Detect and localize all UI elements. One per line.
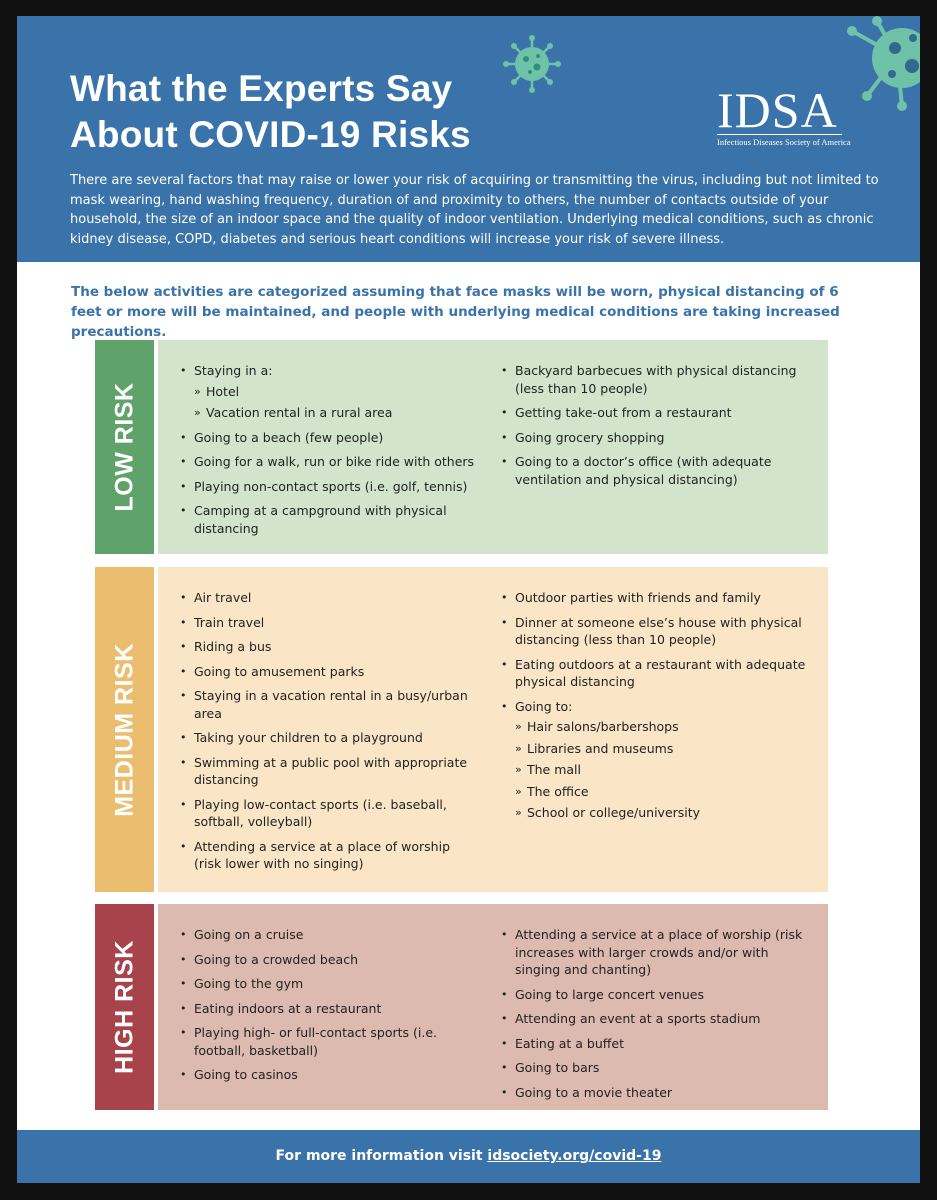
activity-item [178,663,478,681]
activity-text: Playing high- or full-contact sports (i.e. football, basketball) [194,1025,438,1058]
title-line-2: About COVID-19 Risks [70,114,471,155]
page-title [70,66,471,158]
activity-item [178,429,478,447]
activity-item [178,838,478,873]
lead-statement: The below activities are categorized assuming that face masks will be worn, physical distancing of 6 feet or more will be maintained, and people with underlying medical conditions are taking increased precautions. [71,284,840,340]
activity-text: Dinner at someone else’s house with physical distancing (less than 10 people) [515,614,802,647]
activity-item [178,502,478,537]
logo-subtitle: Infectious Diseases Society of America [717,137,851,147]
activity-text: Outdoor parties with friends and family [515,590,761,605]
activity-item [499,1084,809,1102]
activity-item [178,614,478,632]
activity-text: Train travel [194,614,265,630]
activity-item [499,1010,809,1028]
activity-item [178,975,478,993]
activity-text: Going to amusement parks [194,663,365,679]
low-risk-tab [95,340,154,554]
activity-sublist [515,718,809,822]
medium-risk-col-2 [499,589,809,829]
high-risk-tab [95,904,154,1110]
activity-text: Playing low-contact sports (i.e. baseball, softball, volleyball) [194,796,447,829]
medium-risk-label: MEDIUM RISK [110,642,138,817]
activity-item [178,1066,478,1084]
activity-item [178,1024,478,1059]
activity-sublist [194,383,478,422]
medium-risk-section [95,567,828,892]
activity-subitem: » Hair salons/barbershops [515,718,809,736]
intro-paragraph: There are several factors that may raise or lower your risk of acquiring or transmitting the virus, including but not limited to mask wearing, hand washing frequency, duration of and proximity to others, the number of contacts outside of your household, the size of an indoor space and the quality of indoor ventilation. Underlying medical conditions, such as chronic kidney disease, COPD, diabetes and serious heart conditions will increase your risk of severe illness. [70,173,879,247]
activity-text: Eating indoors at a restaurant [194,1000,382,1016]
activity-item [499,1035,809,1053]
activity-text: Eating outdoors at a restaurant with adequate physical distancing [515,656,806,689]
activity-item [499,362,809,397]
activity-item [178,362,478,422]
activity-text: Air travel [194,590,252,605]
activity-text: Swimming at a public pool with appropriate distancing [194,754,468,787]
high-risk-label: HIGH RISK [110,940,138,1074]
low-risk-section [95,340,828,554]
activity-item [499,614,809,649]
activity-list [499,926,809,1101]
activity-item [178,638,478,656]
activity-text: Attending a service at a place of worship (risk lower with no singing) [194,838,451,871]
activity-item [178,951,478,969]
footer-text: For more information visit [275,1148,488,1164]
activity-item [499,986,809,1004]
activity-list [178,589,478,873]
activity-item [499,453,809,488]
activity-item [499,429,809,447]
activity-text: Going to a movie theater [515,1084,673,1100]
footer-banner [17,1130,920,1183]
activity-subitem: » The office [515,783,809,801]
activity-text: Going to the gym [194,976,304,991]
activity-text: Staying in a: [194,363,273,378]
flyer-page [17,16,920,1183]
activity-item [178,687,478,722]
activity-subitem: » The mall [515,761,809,779]
activity-list [499,362,809,488]
activity-text: Going grocery shopping [515,429,665,445]
activity-text: Going to bars [515,1060,600,1075]
activity-item [499,589,809,607]
idsa-logo [717,82,877,147]
activity-text: Going to a crowded beach [194,951,359,967]
activity-list [499,589,809,822]
activity-text: Going for a walk, run or bike ride with others [194,454,475,469]
activity-item [499,698,809,822]
footer-link[interactable]: idsociety.org/covid-19 [487,1148,662,1164]
low-risk-panel [158,340,828,554]
activity-text: Getting take-out from a restaurant [515,405,732,420]
virus-icon [502,34,562,94]
activity-item [499,926,809,979]
activity-text: Camping at a campground with physical distancing [194,503,447,536]
activity-text: Going to large concert venues [515,986,704,1002]
activity-text: Going to a doctor’s office (with adequate ventilation and physical distancing) [515,454,772,487]
activity-text: Going on a cruise [194,927,304,942]
activity-list [178,926,478,1084]
activity-item [499,1059,809,1077]
high-risk-panel [158,904,828,1110]
activity-subitem: » Libraries and museums [515,740,809,758]
low-risk-col-1 [178,362,478,544]
medium-risk-tab [95,567,154,892]
high-risk-col-1 [178,926,478,1091]
activity-text: Attending an event at a sports stadium [515,1011,761,1026]
activity-list [178,362,478,537]
activity-text: Going to casinos [194,1067,298,1082]
activity-item [499,656,809,691]
activity-item [499,404,809,422]
activity-item [178,478,478,496]
low-risk-col-2 [499,362,809,495]
activity-item [178,589,478,607]
activity-text: Attending a service at a place of worship (risk increases with larger crowds and/or with singing and chanting) [515,927,803,977]
activity-subitem: » School or college/university [515,804,809,822]
activity-subitem: » Hotel [194,383,478,401]
activity-text: Riding a bus [194,639,272,654]
high-risk-section [95,904,828,1110]
activity-item [178,1000,478,1018]
activity-text: Going to a beach (few people) [194,429,384,445]
high-risk-col-2 [499,926,809,1108]
header-banner [17,16,920,262]
activity-item [178,453,478,471]
activity-text: Playing non-contact sports (i.e. golf, tennis) [194,478,468,494]
activity-text: Taking your children to a playground [194,730,423,745]
logo-wordmark: IDSA [717,86,842,135]
activity-subitem: » Vacation rental in a rural area [194,404,478,422]
activity-item [178,754,478,789]
activity-text: Eating at a buffet [515,1035,624,1051]
medium-risk-panel [158,567,828,892]
medium-risk-col-1 [178,589,478,880]
activity-text: Staying in a vacation rental in a busy/urban area [194,688,468,721]
activity-item [178,796,478,831]
activity-text: Backyard barbecues with physical distancing (less than 10 people) [515,363,797,396]
activity-item [178,729,478,747]
low-risk-label: LOW RISK [110,382,138,512]
activity-item [178,926,478,944]
activity-text: Going to: [515,698,573,714]
title-line-1: What the Experts Say [70,68,453,109]
